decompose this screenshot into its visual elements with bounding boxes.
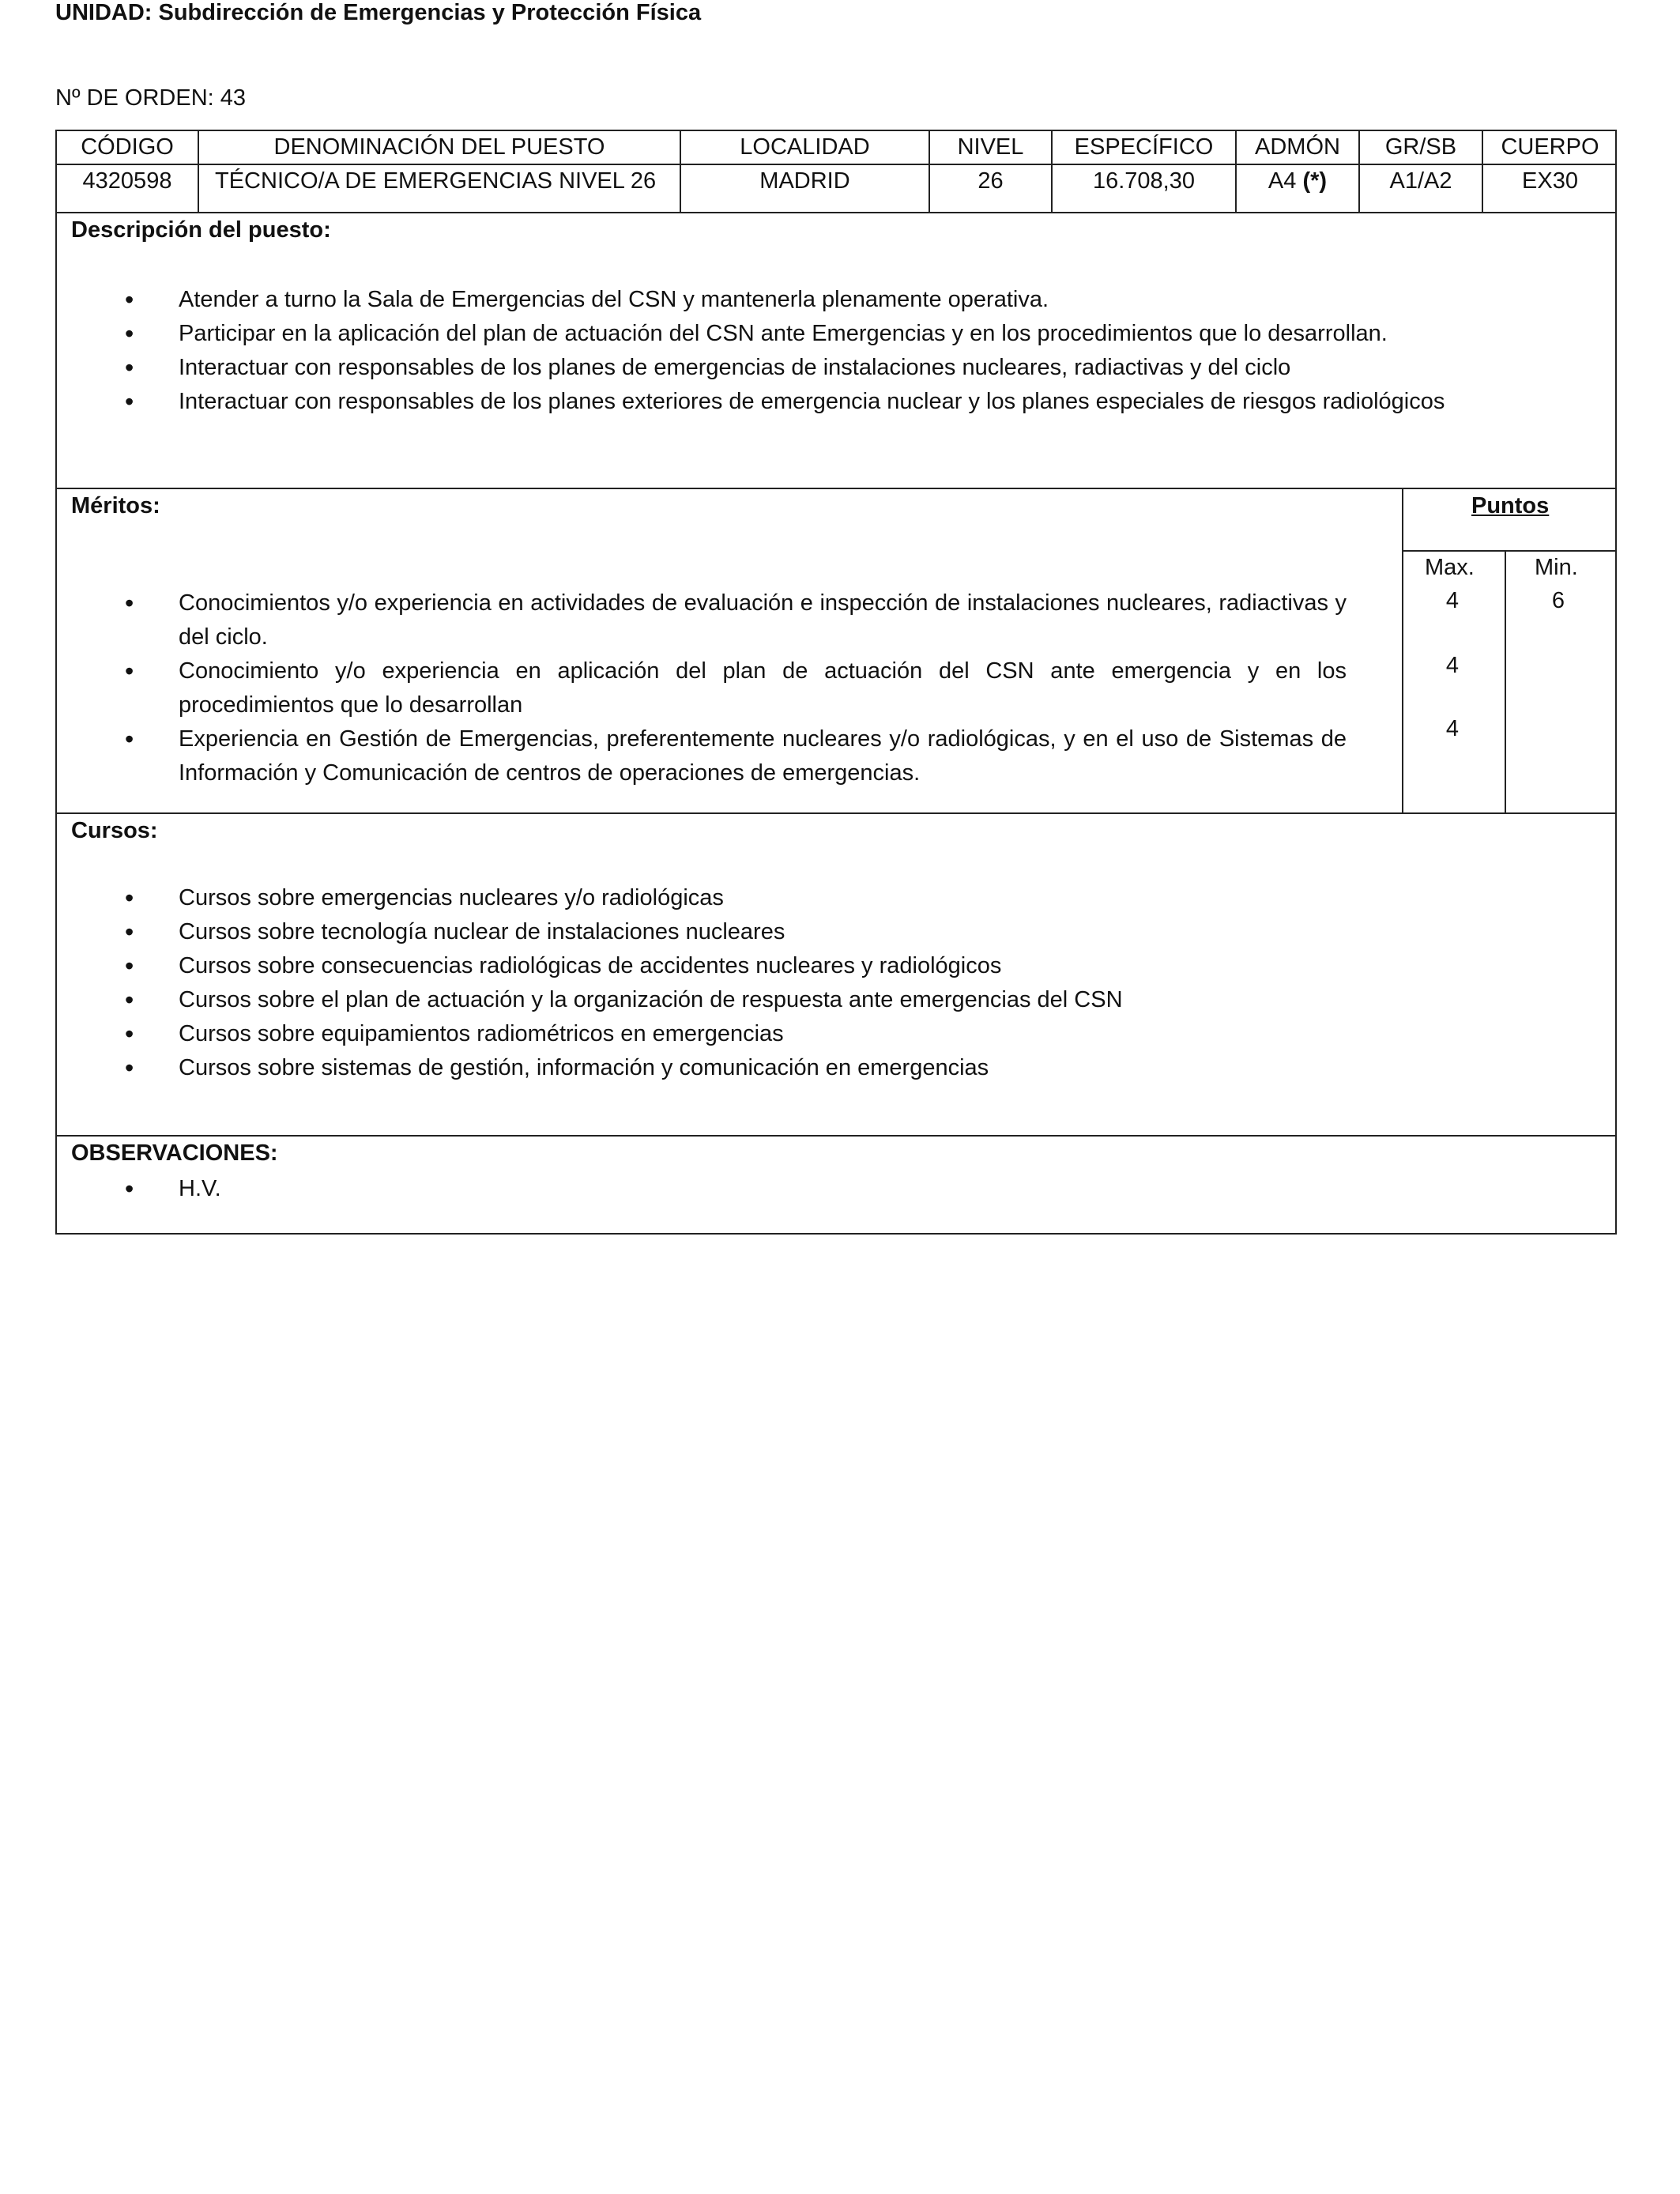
order-number: Nº DE ORDEN: 43 bbox=[55, 85, 247, 111]
cursos-title: Cursos: bbox=[71, 818, 158, 843]
list-item: • Atender a turno la Sala de Emergencias del CSN y mantenerla plenamente operativa. bbox=[57, 283, 1598, 317]
divider bbox=[55, 488, 1617, 489]
merito-max: 4 bbox=[1445, 588, 1460, 613]
header-nivel: NIVEL bbox=[957, 134, 1024, 160]
meritos-list bbox=[57, 586, 1347, 790]
descripcion-list bbox=[57, 283, 1598, 419]
header-especifico: ESPECÍFICO bbox=[1074, 134, 1214, 160]
puntos-label: Puntos bbox=[1471, 493, 1550, 518]
divider bbox=[1402, 488, 1403, 812]
min-label: Min. bbox=[1535, 555, 1578, 580]
max-label: Max. bbox=[1425, 555, 1475, 580]
header-grsb: GR/SB bbox=[1384, 134, 1457, 160]
cell-localidad: MADRID bbox=[759, 168, 850, 194]
cell-especifico: 16.708,30 bbox=[1092, 168, 1195, 194]
cell-admon bbox=[1237, 165, 1358, 197]
merito-max: 4 bbox=[1445, 653, 1460, 678]
divider bbox=[55, 212, 1617, 213]
list-item: • Interactuar con responsables de los planes de emergencias de instalaciones nucleares, radiactivas y del ciclo bbox=[57, 351, 1598, 385]
list-item: • Cursos sobre tecnología nuclear de instalaciones nucleares bbox=[57, 915, 1598, 949]
list-item: • Cursos sobre sistemas de gestión, información y comunicación en emergencias bbox=[57, 1051, 1598, 1085]
header-admon: ADMÓN bbox=[1255, 134, 1340, 160]
cell-cuerpo: EX30 bbox=[1522, 168, 1578, 194]
cell-codigo: 4320598 bbox=[82, 168, 172, 194]
list-item: • Cursos sobre emergencias nucleares y/o radiológicas bbox=[57, 881, 1598, 915]
cell-nivel: 26 bbox=[977, 168, 1004, 194]
divider bbox=[55, 812, 1617, 814]
divider bbox=[1402, 550, 1617, 552]
divider bbox=[55, 1135, 1617, 1137]
cursos-list bbox=[57, 881, 1598, 1085]
meritos-title: Méritos: bbox=[71, 493, 160, 518]
merito-min: 6 bbox=[1551, 588, 1565, 613]
list-item: • Conocimiento y/o experiencia en aplicación del plan de actuación del CSN ante emergencia y en los procedimientos que lo desarrollan bbox=[57, 654, 1347, 722]
divider bbox=[1505, 550, 1506, 812]
list-item: • Cursos sobre consecuencias radiológicas de accidentes nucleares y radiológicos bbox=[57, 949, 1598, 983]
list-item: • Conocimientos y/o experiencia en actividades de evaluación e inspección de instalaciones nucleares, radiactivas y del ciclo. bbox=[57, 586, 1347, 654]
merito-max: 4 bbox=[1445, 716, 1460, 741]
admon-mark: (*) bbox=[1302, 168, 1328, 194]
list-item: • Cursos sobre equipamientos radiométricos en emergencias bbox=[57, 1017, 1598, 1051]
admon-value: A4 bbox=[1268, 168, 1297, 194]
header-cuerpo: CUERPO bbox=[1501, 134, 1599, 160]
list-item: • H.V. bbox=[57, 1172, 1598, 1206]
observaciones-title: OBSERVACIONES: bbox=[71, 1140, 278, 1166]
descripcion-title: Descripción del puesto: bbox=[71, 217, 331, 243]
unit-title: UNIDAD: Subdirección de Emergencias y Protección Física bbox=[55, 0, 702, 25]
header-codigo: CÓDIGO bbox=[81, 134, 174, 160]
header-denominacion: DENOMINACIÓN DEL PUESTO bbox=[273, 134, 605, 160]
list-item: • Interactuar con responsables de los planes exteriores de emergencia nuclear y los planes especiales de riesgos radiológicos bbox=[57, 385, 1598, 419]
header-localidad: LOCALIDAD bbox=[740, 134, 870, 160]
list-item: • Participar en la aplicación del plan de actuación del CSN ante Emergencias y en los procedimientos que lo desarrollan. bbox=[57, 317, 1598, 351]
list-item: • Cursos sobre el plan de actuación y la organización de respuesta ante emergencias del CSN bbox=[57, 983, 1598, 1017]
cell-grsb: A1/A2 bbox=[1389, 168, 1452, 194]
cell-denominacion: TÉCNICO/A DE EMERGENCIAS NIVEL 26 bbox=[215, 168, 657, 194]
observaciones-list bbox=[57, 1172, 1598, 1206]
list-item: • Experiencia en Gestión de Emergencias, preferentemente nucleares y/o radiológicas, y en el uso de Sistemas de Información y Comunicación de centros de operaciones de emergencias. bbox=[57, 722, 1347, 790]
